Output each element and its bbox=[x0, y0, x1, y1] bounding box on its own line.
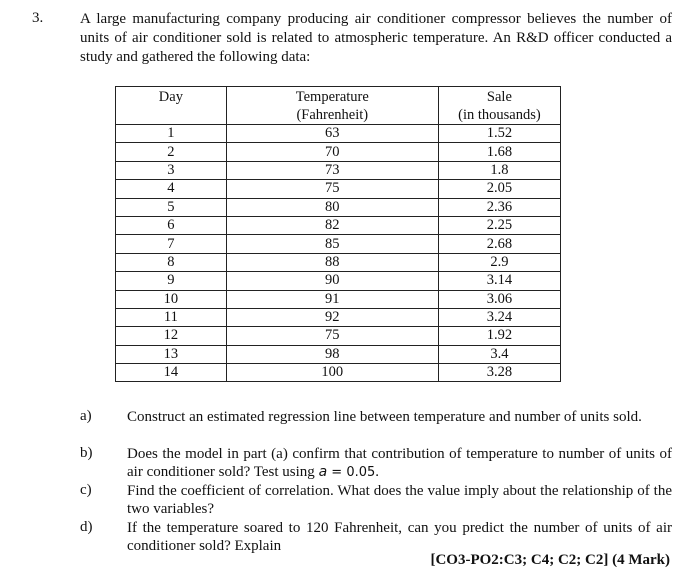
table-row bbox=[116, 143, 561, 161]
data-table bbox=[115, 86, 561, 382]
cell-sale: 2.05 bbox=[438, 180, 560, 198]
part-b-text-main: Does the model in part (a) confirm that contribution of temperature to number of units of air conditioner sold? Test using bbox=[127, 446, 672, 480]
cell-temperature: 75 bbox=[226, 180, 438, 198]
question-number: 3. bbox=[32, 10, 44, 26]
header-temperature bbox=[226, 87, 438, 125]
table-row bbox=[116, 345, 561, 363]
table-row bbox=[116, 161, 561, 179]
cell-day: 6 bbox=[116, 216, 227, 234]
alpha-value: = 0.05 bbox=[327, 465, 376, 480]
table-row bbox=[116, 327, 561, 345]
header-sale bbox=[438, 87, 560, 125]
alpha-symbol: a bbox=[318, 464, 328, 480]
cell-day: 11 bbox=[116, 308, 227, 326]
cell-sale: 3.24 bbox=[438, 308, 560, 326]
cell-day: 8 bbox=[116, 253, 227, 271]
header-day-label: Day bbox=[158, 89, 183, 105]
marks-allocation: [CO3-PO2:C3; C4; C2; C2] (4 Mark) bbox=[430, 552, 670, 568]
table-row bbox=[116, 180, 561, 198]
part-d-label: d) bbox=[80, 519, 93, 535]
cell-temperature: 100 bbox=[226, 364, 438, 382]
part-c-label: c) bbox=[80, 482, 92, 498]
cell-sale: 3.4 bbox=[438, 345, 560, 363]
table-row bbox=[116, 253, 561, 271]
part-b-label: b) bbox=[80, 445, 93, 461]
part-c-text: Find the coefficient of correlation. What does the value imply about the relationship of the two variables? bbox=[127, 483, 672, 517]
cell-temperature: 98 bbox=[226, 345, 438, 363]
cell-temperature: 73 bbox=[226, 161, 438, 179]
cell-day: 12 bbox=[116, 327, 227, 345]
cell-temperature: 85 bbox=[226, 235, 438, 253]
cell-temperature: 82 bbox=[226, 216, 438, 234]
cell-day: 5 bbox=[116, 198, 227, 216]
cell-day: 3 bbox=[116, 161, 227, 179]
question-intro: A large manufacturing company producing air conditioner compressor believes the number of units of air conditioner sold is related to atmospheric temperature. An R&D officer conducted a study and gathered the following data: bbox=[80, 11, 672, 65]
cell-sale: 1.52 bbox=[438, 125, 560, 143]
table-row bbox=[116, 290, 561, 308]
table-row bbox=[116, 272, 561, 290]
cell-sale: 3.14 bbox=[438, 272, 560, 290]
table-row bbox=[116, 235, 561, 253]
cell-sale: 2.9 bbox=[438, 253, 560, 271]
header-sale-unit: (in thousands) bbox=[458, 107, 541, 123]
cell-sale: 2.68 bbox=[438, 235, 560, 253]
cell-sale: 1.92 bbox=[438, 327, 560, 345]
cell-day: 2 bbox=[116, 143, 227, 161]
table-row bbox=[116, 198, 561, 216]
cell-day: 1 bbox=[116, 125, 227, 143]
part-a-text: Construct an estimated regression line between temperature and number of units sold. bbox=[127, 409, 642, 425]
cell-day: 7 bbox=[116, 235, 227, 253]
cell-sale: 2.25 bbox=[438, 216, 560, 234]
table-row bbox=[116, 364, 561, 382]
table-row bbox=[116, 216, 561, 234]
cell-temperature: 92 bbox=[226, 308, 438, 326]
cell-temperature: 63 bbox=[226, 125, 438, 143]
cell-temperature: 70 bbox=[226, 143, 438, 161]
cell-temperature: 75 bbox=[226, 327, 438, 345]
cell-sale: 1.68 bbox=[438, 143, 560, 161]
cell-sale: 1.8 bbox=[438, 161, 560, 179]
cell-temperature: 88 bbox=[226, 253, 438, 271]
table-row bbox=[116, 308, 561, 326]
cell-sale: 3.28 bbox=[438, 364, 560, 382]
header-temperature-label: Temperature bbox=[295, 89, 369, 105]
header-sale-label: Sale bbox=[486, 89, 512, 105]
cell-day: 10 bbox=[116, 290, 227, 308]
cell-day: 4 bbox=[116, 180, 227, 198]
cell-sale: 2.36 bbox=[438, 198, 560, 216]
table-body bbox=[116, 125, 561, 382]
cell-day: 13 bbox=[116, 345, 227, 363]
part-d-text: If the temperature soared to 120 Fahrenheit, can you predict the number of units of air conditioner sold? Explain bbox=[127, 520, 672, 554]
part-b-text bbox=[127, 445, 672, 482]
cell-temperature: 91 bbox=[226, 290, 438, 308]
table-row bbox=[116, 125, 561, 143]
table-header-row bbox=[116, 87, 561, 125]
cell-temperature: 90 bbox=[226, 272, 438, 290]
cell-day: 9 bbox=[116, 272, 227, 290]
cell-temperature: 80 bbox=[226, 198, 438, 216]
cell-day: 14 bbox=[116, 364, 227, 382]
part-b-text-end: . bbox=[375, 464, 380, 480]
part-a-label: a) bbox=[80, 408, 92, 424]
cell-sale: 3.06 bbox=[438, 290, 560, 308]
header-temperature-unit: (Fahrenheit) bbox=[296, 107, 369, 123]
header-day bbox=[116, 87, 227, 125]
